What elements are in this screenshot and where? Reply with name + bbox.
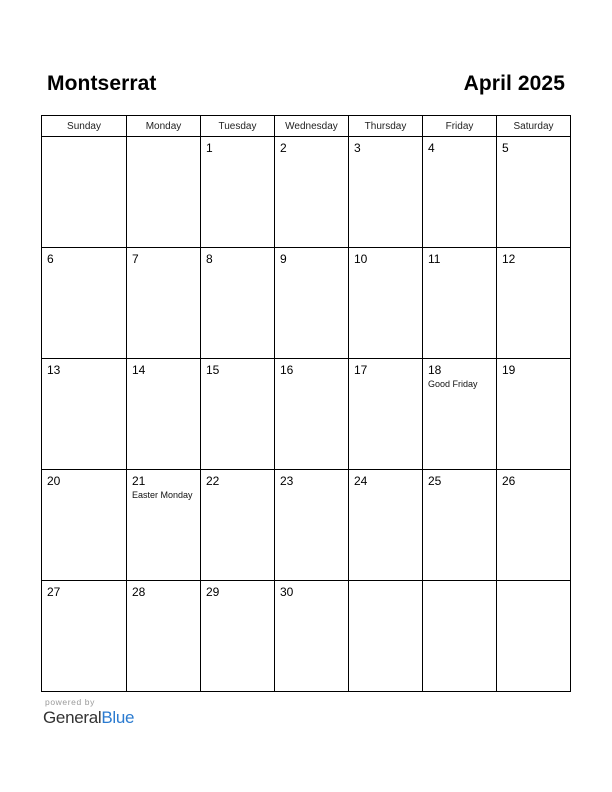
weekday-wednesday: Wednesday <box>275 116 349 137</box>
day-number: 6 <box>47 252 54 266</box>
day-number: 18 <box>428 363 442 377</box>
day-number: 1 <box>206 141 213 155</box>
day-number: 4 <box>428 141 435 155</box>
brand-logo <box>43 708 134 728</box>
holiday-label: Good Friday <box>428 379 478 389</box>
calendar-day-cell <box>275 137 349 248</box>
calendar-day-cell <box>42 359 127 470</box>
holiday-label: Easter Monday <box>132 490 193 500</box>
powered-by-label: powered by <box>45 697 95 707</box>
day-number: 13 <box>47 363 61 377</box>
calendar-day-cell <box>497 248 571 359</box>
day-number: 21 <box>132 474 146 488</box>
calendar-day-cell <box>423 248 497 359</box>
calendar-day-cell <box>201 248 275 359</box>
day-number: 2 <box>280 141 287 155</box>
calendar-day-cell <box>497 359 571 470</box>
day-number: 9 <box>280 252 287 266</box>
calendar-day-cell <box>42 248 127 359</box>
day-number <box>42 137 126 141</box>
calendar-day-cell <box>201 581 275 692</box>
calendar-day-cell <box>42 470 127 581</box>
calendar-day-cell <box>127 581 201 692</box>
calendar-day-cell <box>497 470 571 581</box>
calendar-day-cell <box>349 137 423 248</box>
calendar-day-cell <box>423 581 497 692</box>
day-number: 15 <box>206 363 220 377</box>
day-number: 7 <box>132 252 139 266</box>
day-number: 8 <box>206 252 213 266</box>
calendar-day-cell <box>275 581 349 692</box>
weekday-thursday: Thursday <box>349 116 423 137</box>
calendar-day-cell <box>423 137 497 248</box>
weekday-monday: Monday <box>127 116 201 137</box>
calendar-day-cell <box>349 359 423 470</box>
weekday-header-row <box>42 116 571 137</box>
calendar-day-cell <box>127 137 201 248</box>
calendar-day-cell <box>349 248 423 359</box>
calendar-day-cell <box>423 359 497 470</box>
calendar-week-row <box>42 248 571 359</box>
calendar-grid <box>41 115 571 692</box>
day-number: 11 <box>428 252 441 266</box>
day-number: 22 <box>206 474 220 488</box>
day-number <box>127 137 200 141</box>
day-number: 24 <box>354 474 368 488</box>
calendar-day-cell <box>42 137 127 248</box>
calendar-day-cell <box>497 581 571 692</box>
day-number: 3 <box>354 141 361 155</box>
day-number: 29 <box>206 585 220 599</box>
calendar-day-cell <box>127 359 201 470</box>
day-number: 20 <box>47 474 61 488</box>
day-number: 26 <box>502 474 516 488</box>
weekday-sunday: Sunday <box>42 116 127 137</box>
calendar-day-cell <box>201 137 275 248</box>
brand-logo-blue: Blue <box>101 708 135 727</box>
day-number: 16 <box>280 363 294 377</box>
country-title: Montserrat <box>47 72 157 95</box>
weekday-tuesday: Tuesday <box>201 116 275 137</box>
calendar-day-cell <box>201 359 275 470</box>
calendar-day-cell <box>349 581 423 692</box>
day-number: 14 <box>132 363 146 377</box>
day-number <box>497 581 570 585</box>
footer-branding <box>43 697 134 728</box>
calendar-day-cell <box>497 137 571 248</box>
day-number: 17 <box>354 363 368 377</box>
day-number: 10 <box>354 252 368 266</box>
calendar-day-cell <box>275 470 349 581</box>
calendar-week-row <box>42 137 571 248</box>
calendar-day-cell <box>127 248 201 359</box>
day-number: 28 <box>132 585 146 599</box>
day-number: 19 <box>502 363 516 377</box>
weekday-saturday: Saturday <box>497 116 571 137</box>
calendar-day-cell <box>127 470 201 581</box>
weekday-friday: Friday <box>423 116 497 137</box>
calendar-week-row <box>42 359 571 470</box>
day-number: 23 <box>280 474 294 488</box>
day-number: 27 <box>47 585 61 599</box>
day-number: 30 <box>280 585 294 599</box>
calendar-day-cell <box>275 248 349 359</box>
month-year-title: April 2025 <box>463 72 565 95</box>
calendar-week-row <box>42 470 571 581</box>
day-number <box>349 581 422 585</box>
calendar-day-cell <box>275 359 349 470</box>
calendar-day-cell <box>423 470 497 581</box>
day-number: 25 <box>428 474 442 488</box>
calendar-week-row <box>42 581 571 692</box>
day-number: 12 <box>502 252 516 266</box>
calendar-day-cell <box>349 470 423 581</box>
calendar-day-cell <box>201 470 275 581</box>
day-number: 5 <box>502 141 509 155</box>
calendar-day-cell <box>42 581 127 692</box>
brand-logo-general: General <box>43 708 102 727</box>
day-number <box>423 581 496 585</box>
